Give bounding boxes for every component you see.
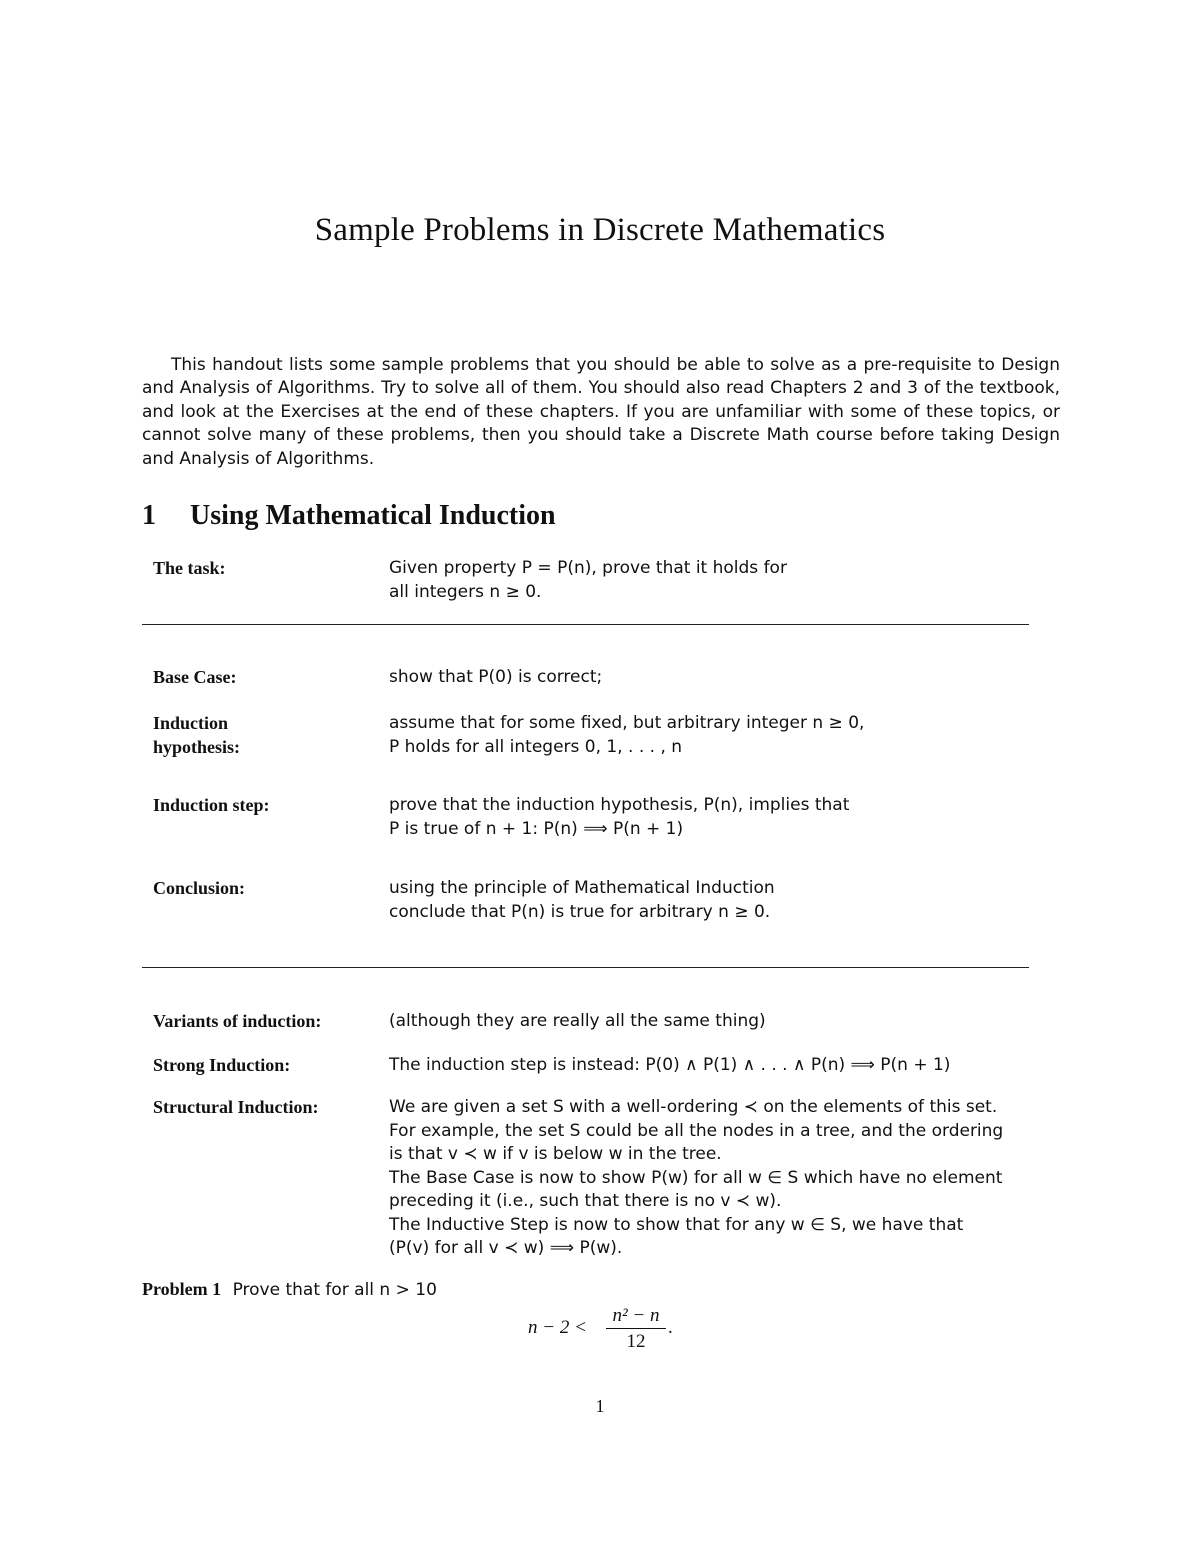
variant-line: We are given a set S with a well-ordering ≺ on the elements of this set. (389, 1097, 998, 1117)
task-label: The task: (153, 558, 226, 578)
step-text (389, 712, 1049, 759)
formula-end: . (668, 1317, 673, 1338)
section-title: Using Mathematical Induction (190, 500, 556, 531)
divider (142, 967, 1029, 968)
variant-label: Variants of induction: (153, 1011, 322, 1031)
intro-text: This handout lists some sample problems that you should be able to solve as a pre-requisite to Design and Analysis of Algorithms. Try to solve all of them. You should also read Chapters 2 and 3 of the textbook, and look at the Exercises at the end of these chapters. If you are unfamiliar with some of these topics, or cannot solve many of these problems, then you should take a Discrete Math course before taking Design and Analysis of Algorithms. (142, 355, 1060, 469)
step-line: using the principle of Mathematical Induction (389, 878, 775, 898)
variant-label: Structural Induction: (153, 1097, 319, 1117)
step-line: show that P(0) is correct; (389, 667, 603, 687)
variant-line: (P(v) for all v ≺ w) ⟹ P(w). (389, 1238, 623, 1258)
step-label-line: hypothesis: (153, 736, 241, 757)
step-text (389, 794, 1049, 841)
step-line: P is true of n + 1: P(n) ⟹ P(n + 1) (389, 818, 684, 839)
task-line: Given property P = P(n), prove that it holds for (389, 558, 787, 578)
variant-label: Strong Induction: (153, 1055, 291, 1075)
fraction-bar (606, 1328, 666, 1329)
problem-1 (142, 1279, 437, 1300)
variant-line: (although they are really all the same thing) (389, 1011, 766, 1031)
variant-text (389, 1096, 1049, 1261)
formula-lhs: n − 2 < (528, 1317, 587, 1338)
step-label: Induction step: (153, 795, 270, 815)
step-line: conclude that P(n) is true for arbitrary n ≥ 0. (389, 901, 771, 922)
section-heading (142, 500, 556, 532)
variant-line: For example, the set S could be all the nodes in a tree, and the ordering (389, 1120, 1004, 1141)
variant-text (389, 1054, 1049, 1078)
variant-line: preceding it (i.e., such that there is no v ≺ w). (389, 1191, 782, 1211)
variant-line: The induction step is instead: P(0) ∧ P(1) ∧ . . . ∧ P(n) ⟹ P(n + 1) (389, 1055, 951, 1075)
task-line: all integers n ≥ 0. (389, 581, 542, 602)
step-label-line: Induction (153, 713, 229, 733)
variant-line: The Base Case is now to show P(w) for all w ∈ S which have no element (389, 1167, 1003, 1188)
variant-text (389, 1010, 1049, 1034)
variant-line: is that v ≺ w if v is below w in the tree. (389, 1144, 722, 1164)
section-number: 1 (142, 500, 156, 531)
variant-line: The Inductive Step is now to show that for any w ∈ S, we have that (389, 1214, 964, 1235)
step-text (389, 877, 1049, 924)
intro-paragraph (142, 354, 1060, 471)
step-line: P holds for all integers 0, 1, . . . , n (389, 736, 683, 757)
task-text (389, 557, 1049, 604)
step-line: assume that for some fixed, but arbitrary integer n ≥ 0, (389, 713, 865, 733)
page-title: Sample Problems in Discrete Mathematics (314, 212, 886, 248)
step-label: Conclusion: (153, 878, 246, 898)
divider (142, 624, 1029, 625)
formula-numerator: n² − n (612, 1305, 660, 1326)
problem-text: Prove that for all n > 10 (232, 1280, 437, 1300)
step-line: prove that the induction hypothesis, P(n), implies that (389, 795, 850, 815)
step-label: Base Case: (153, 667, 237, 687)
formula-fraction (606, 1305, 666, 1353)
step-label (153, 712, 383, 759)
problem-label: Problem 1 (142, 1279, 222, 1299)
step-text (389, 666, 1049, 690)
page-number: 1 (595, 1396, 605, 1416)
formula-denominator: 12 (626, 1331, 646, 1352)
